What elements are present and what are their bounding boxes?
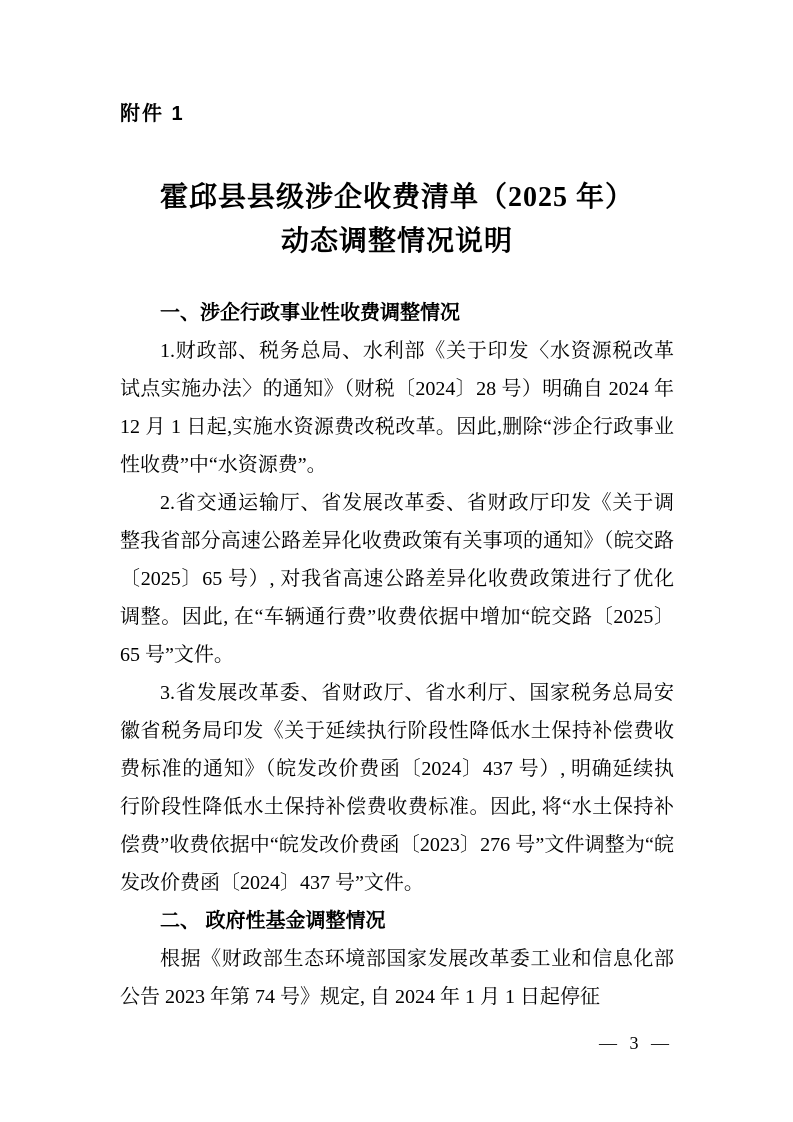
document-title: [120, 176, 674, 264]
section-1-paragraph-3: 3.省发展改革委、省财政厅、省水利厅、国家税务总局安徽省税务局印发《关于延续执行阶段性降低水土保持补偿费收费标准的通知》（皖发改价费函〔2024〕437 号）, 明确延续执行阶段性降低水土保持补偿费收费标准。因此, 将“水土保持补偿费”收费依据中“皖发改价费函〔2023〕276 号”文件调整为“皖发改价费函〔2024〕437 号”文件。: [120, 682, 674, 894]
section-heading-1: 一、涉企行政事业性收费调整情况: [160, 302, 460, 324]
document-title-line-2: 动态调整情况说明: [280, 226, 513, 257]
document-body: [120, 294, 674, 1016]
section-heading-2: 二、 政府性基金调整情况: [160, 910, 386, 932]
page-number: — 3 —: [599, 1033, 673, 1053]
section-1-paragraph-1: 1.财政部、税务总局、水利部《关于印发〈水资源税改革试点实施办法〉的通知》（财税〔2024〕28 号）明确自 2024 年 12 月 1 日起,实施水资源费改税改革。因此,删除“涉企行政事业性收费”中“水资源费”。: [120, 340, 674, 476]
document-title-line-1: 霍邱县县级涉企收费清单（2025 年）: [159, 182, 634, 213]
section-1-paragraph-2: 2.省交通运输厅、省发展改革委、省财政厅印发《关于调整我省部分高速公路差异化收费政策有关事项的通知》（皖交路〔2025〕65 号）, 对我省高速公路差异化收费政策进行了优化调整。因此, 在“车辆通行费”收费依据中增加“皖交路〔2025〕65 号”文件。: [120, 492, 674, 666]
section-2-paragraph-1: 根据《财政部生态环境部国家发展改革委工业和信息化部公告 2023 年第 74 号》规定, 自 2024 年 1 月 1 日起停征: [120, 948, 674, 1008]
attachment-label: 附件 1: [120, 103, 185, 125]
